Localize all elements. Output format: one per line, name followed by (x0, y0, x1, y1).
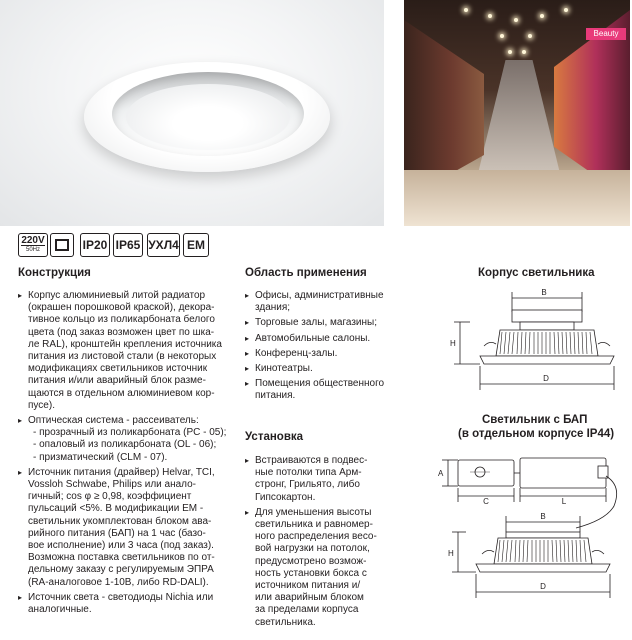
ceiling-lamp (528, 34, 532, 38)
voltage-value: 220V (21, 234, 45, 246)
mall-photo (404, 0, 630, 226)
frequency-value: 50Hz (25, 246, 40, 253)
bap-diagram-title: Светильник с БАП (482, 414, 588, 426)
product-photo (0, 0, 384, 226)
label-h2: H (448, 549, 454, 558)
application-item: ▸ Кинотеатры. (245, 363, 395, 375)
label-l: L (561, 497, 567, 506)
installation-text (245, 455, 393, 632)
installation-item: ▸ Встраиваются в подвес- ные потолки типа Арм- стронг, Грильято, либо Гипсокартон. (245, 455, 393, 504)
label-b: B (541, 288, 547, 297)
ip65-badge: IP65 (113, 233, 143, 257)
ceiling-lamp (522, 50, 526, 54)
em-badge: EM (183, 233, 209, 257)
installation-title: Установка (245, 431, 304, 443)
double-square-icon (55, 239, 69, 251)
installation-item: ▸ Для уменьшения высоты светильника и равномер- ного распределения весо- вой нагрузки на потолок, предусмотрено возмож- ность установки бокса с источником питания и/ или аварийным блоком за пределами корпуса светильника. (245, 507, 393, 629)
ip20-badge: IP20 (80, 233, 110, 257)
housing-diagram (440, 286, 626, 396)
application-item: ▸ Автомобильные салоны. (245, 333, 395, 345)
luminaire-diffuser (126, 84, 290, 150)
ceiling-lamp (540, 14, 544, 18)
label-b2: B (540, 512, 546, 521)
mall-shop-sign: Beauty (586, 28, 626, 40)
construction-title: Конструкция (18, 267, 91, 279)
construction-item: ▸ Источник питания (драйвер) Helvar, TCI, Vossloh Schwabe, Philips или анало- гичный; cos φ ≥ 0,98, коэффициент пульсаций <5%. В модификации EM - светильник укомплектован блоком ава- рийного питания (БАП) на 1 час (базо- вое исполнение) или 3 часа (под заказ). Возможна поставка светильников по от- дельному заказу с регулируемым ЭПРА (RA-аналоговое 1-10В, либо RD-DALI). (18, 467, 236, 589)
application-item: ▸ Офисы, административные здания; (245, 290, 395, 314)
ceiling-lamp (488, 14, 492, 18)
construction-item: ▸ Корпус алюминиевый литой радиатор (окрашен порошковой краской), декора- тивное кольцо из поликарбоната белого цвета (под заказ возможен цвет по шка- ле RAL), кронштейн крепления источника питания из листовой стали (в некоторых модификациях светильников источник питания и/или аварийный блок разме- щаются в отдельном алюминиевом кор- пусе). (18, 290, 236, 412)
application-item: ▸ Конференц-залы. (245, 348, 395, 360)
label-h: H (450, 339, 456, 348)
label-c: C (483, 497, 489, 506)
mall-floor (404, 170, 630, 226)
ceiling-lamp (464, 8, 468, 12)
label-d: D (543, 374, 549, 383)
label-d2: D (540, 582, 546, 591)
bap-diagram-subtitle: (в отдельном корпусе IP44) (458, 428, 615, 440)
voltage-badge (18, 233, 48, 257)
ceiling-lamp (500, 34, 504, 38)
application-title: Область применения (245, 267, 367, 279)
construction-item: ▸ Источник света - светодиоды Nichia или аналогичные. (18, 592, 236, 616)
application-item: ▸ Помещения общественного питания. (245, 378, 395, 402)
climate-badge: УХЛ4 (147, 233, 180, 257)
application-list (245, 290, 395, 406)
ceiling-lamp (508, 50, 512, 54)
class-ii-badge (50, 233, 74, 257)
ceiling-lamp (514, 18, 518, 22)
application-item: ▸ Торговые залы, магазины; (245, 317, 395, 329)
ceiling-lamp (564, 8, 568, 12)
label-a: A (438, 469, 444, 478)
bap-diagram (436, 446, 626, 640)
construction-text (18, 290, 236, 619)
housing-diagram-title: Корпус светильника (478, 267, 595, 279)
construction-item: ▸ Оптическая система - рассеиватель: - прозрачный из поликарбоната (PC - 05); - опаловый из поликарбоната (OL - 06); - призматический (CLM - 07). (18, 415, 236, 464)
